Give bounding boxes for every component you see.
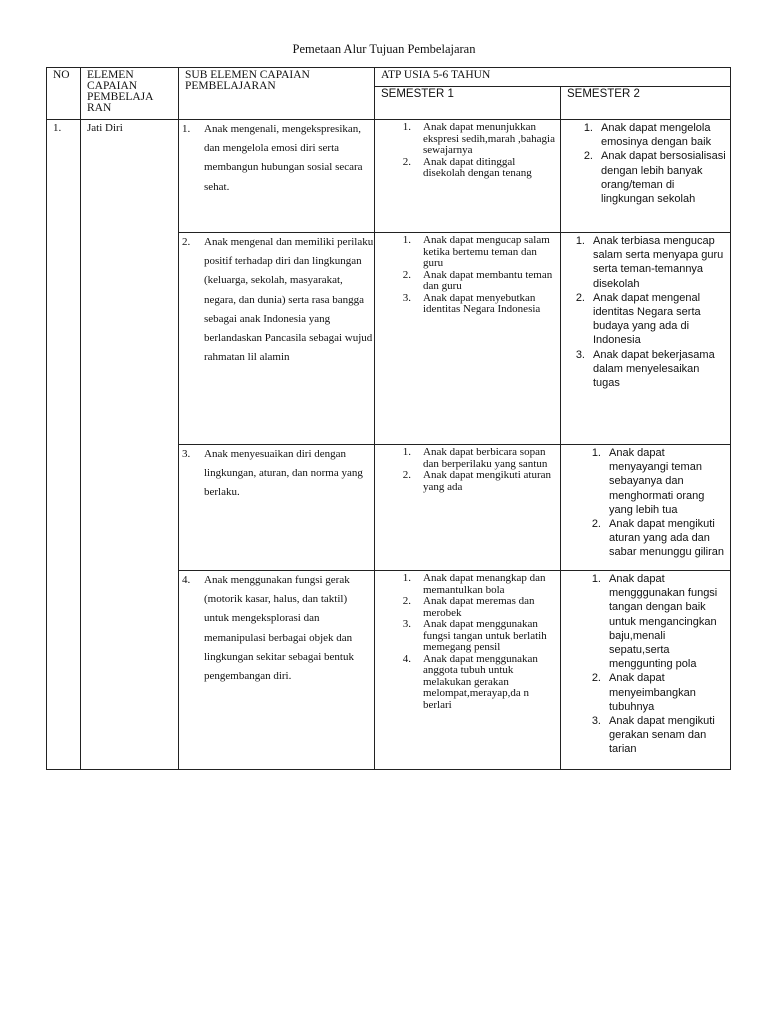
list-item: 2. Anak dapat membantu teman dan guru	[402, 268, 553, 292]
semester-2-list	[561, 233, 730, 390]
list-item: 2. Anak dapat menyeimbangkan tubuhnya	[591, 672, 696, 713]
list-item: 4. Anak menggunakan fungsi gerak (motorik kasar, halus, dan taktil) untuk mengeksplorasi dan memanipulasi berbagai objek dan lingkungan sekitar sebagai bentuk pengembangan diri.	[182, 574, 354, 683]
list-item: 3. Anak dapat bekerjasama dalam menyelesaikan tugas	[575, 348, 715, 390]
sub-element-cell	[179, 571, 375, 770]
list-item: 2. Anak dapat mengikuti aturan yang ada	[402, 469, 551, 493]
row-elemen: Jati Diri	[81, 120, 179, 770]
semester-1-cell	[375, 445, 561, 571]
semester-1-cell	[375, 120, 561, 233]
semester-2-cell	[561, 233, 731, 445]
header-elemen: ELEMEN CAPAIAN PEMBELAJA RAN	[81, 68, 179, 120]
sub-element-list	[179, 445, 374, 503]
semester-1-cell	[375, 571, 561, 770]
header-semester-2: SEMESTER 2	[561, 87, 731, 120]
table-row	[47, 120, 731, 233]
sub-element-cell	[179, 445, 375, 571]
semester-1-cell	[375, 233, 561, 445]
list-item: 1. Anak mengenali, mengekspresikan, dan mengelola emosi diri serta membangun hubungan sosial secara sehat.	[182, 123, 363, 193]
sub-element-list	[179, 233, 374, 367]
header-sub-elemen: SUB ELEMEN CAPAIAN PEMBELAJARAN	[179, 68, 375, 120]
header-no: NO	[47, 68, 81, 120]
sub-element-list	[179, 571, 374, 686]
semester-2-cell	[561, 445, 731, 571]
list-item: 4. Anak dapat menggunakan anggota tubuh untuk melakukan gerakan melompat,merayap,da n berlari	[402, 652, 538, 711]
list-item: 3. Anak menyesuaikan diri dengan lingkungan, aturan, dan norma yang berlaku.	[182, 448, 363, 499]
list-item: 1. Anak terbiasa mengucap salam serta menyapa guru serta teman-temannya disekolah	[575, 235, 724, 290]
semester-1-list	[375, 445, 560, 493]
sub-element-cell	[179, 120, 375, 233]
atp-table	[46, 67, 731, 770]
semester-2-list	[561, 120, 730, 206]
semester-1-list	[375, 233, 560, 316]
semester-2-list	[561, 571, 730, 757]
semester-1-list	[375, 120, 560, 180]
page-title: Pemetaan Alur Tujuan Pembelajaran	[292, 42, 476, 56]
sub-element-cell	[179, 233, 375, 445]
list-item: 2. Anak dapat mengenal identitas Negara serta budaya yang ada di Indonesia	[575, 291, 701, 347]
header-semester-1: SEMESTER 1	[375, 87, 561, 120]
list-item: 1. Anak dapat mengelola emosinya dengan baik	[583, 122, 712, 149]
list-item: 1. Anak dapat menunjukkan ekspresi sedih,marah ,bahagia sewajarnya	[402, 121, 555, 156]
list-item: 1. Anak dapat menangkap dan memantulkan bola	[402, 572, 546, 596]
header-atp: ATP USIA 5-6 TAHUN	[375, 68, 731, 87]
row-number: 1.	[47, 120, 81, 770]
list-item: 1. Anak dapat berbicara sopan dan berperilaku yang santun	[402, 446, 548, 470]
list-item: 3. Anak dapat menyebutkan identitas Negara Indonesia	[402, 291, 541, 315]
list-item: 3. Anak dapat menggunakan fungsi tangan untuk berlatih memegang pensil	[402, 618, 547, 653]
list-item: 2. Anak dapat mengikuti aturan yang ada dan sabar menunggu giliran	[591, 518, 724, 559]
list-item: 2. Anak dapat bersosialisasi dengan lebih banyak orang/teman di lingkungan sekolah	[583, 150, 726, 206]
semester-2-cell	[561, 120, 731, 233]
list-item: 1. Anak dapat mengucap salam ketika bertemu teman dan guru	[402, 234, 550, 269]
list-item: 2. Anak dapat ditinggal disekolah dengan tenang	[402, 155, 532, 179]
sub-element-list	[179, 120, 374, 197]
semester-1-list	[375, 571, 560, 711]
list-item: 2. Anak mengenal dan memiliki perilaku positif terhadap diri dan lingkungan (keluarga, sekolah, masyarakat, negara, dan dunia) serta rasa bangga sebagai anak Indonesia yang berlandaskan Pancasila sebagai wujud rahmatan lil alamin	[182, 236, 374, 364]
semester-2-cell	[561, 571, 731, 770]
list-item: 2. Anak dapat meremas dan merobek	[402, 595, 535, 619]
list-item: 1. Anak dapat mengggunakan fungsi tangan dengan baik untuk mengancingkan baju,menali sepatu,serta menggunting pola	[591, 573, 718, 671]
list-item: 1. Anak dapat menyayangi teman sebayanya dan menghormati orang yang lebih tua	[591, 447, 705, 516]
list-item: 3. Anak dapat mengikuti gerakan senam dan tarian	[591, 715, 715, 756]
semester-2-list	[561, 445, 730, 560]
